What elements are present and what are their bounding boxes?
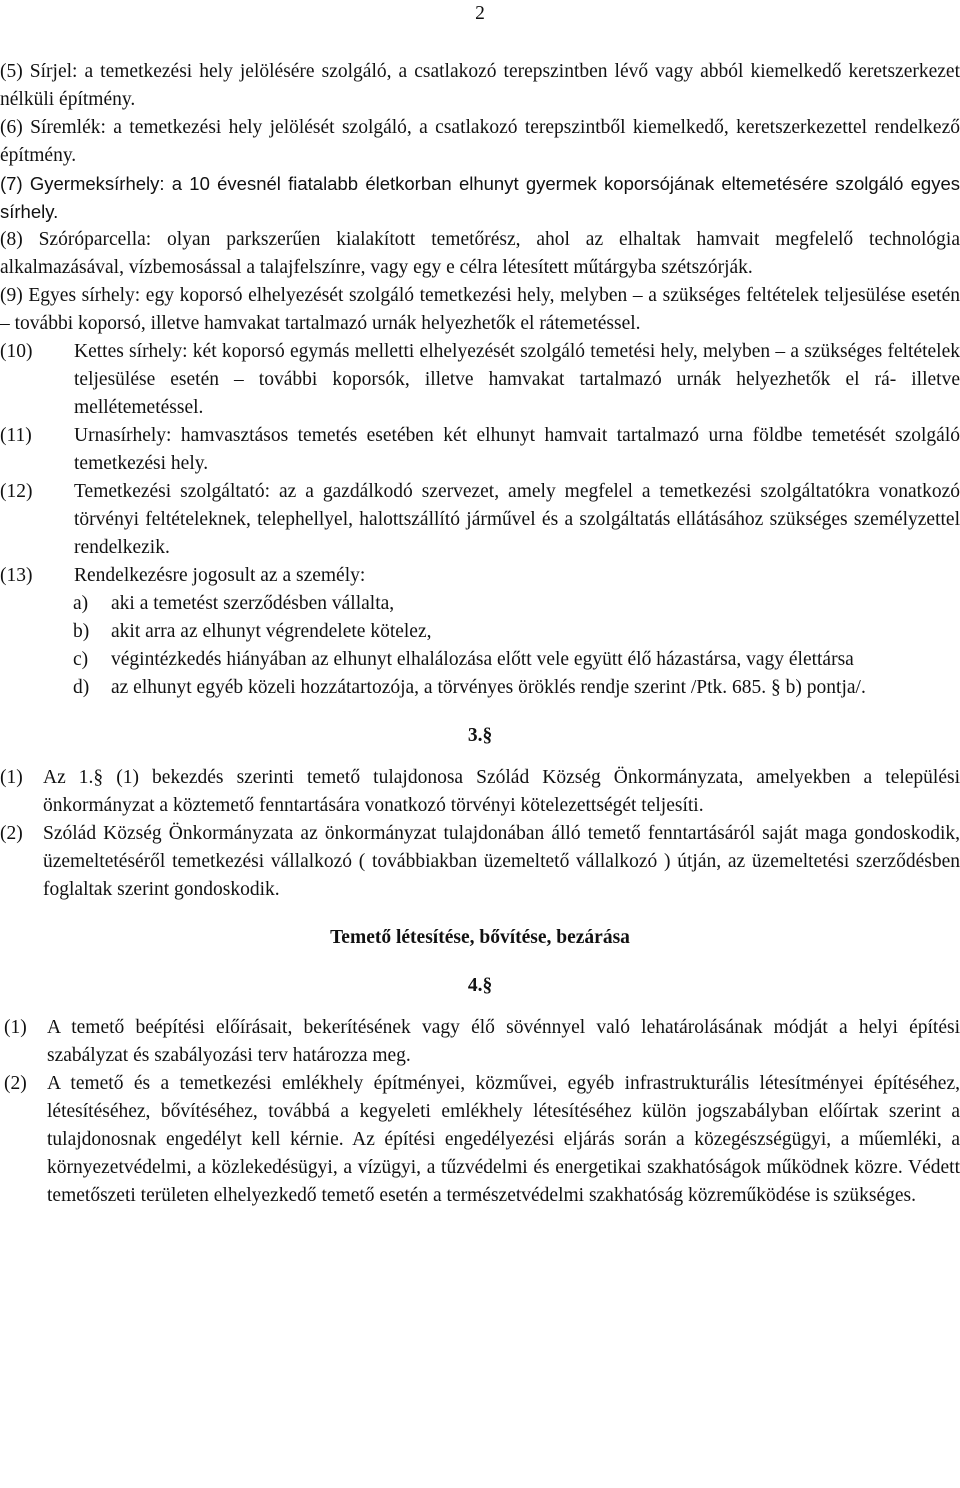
definition-11 <box>0 422 960 478</box>
paragraph-text: Rendelkezésre jogosult az a személy: <box>74 565 366 586</box>
section-4-item-1 <box>0 1014 960 1070</box>
definition-12 <box>0 478 960 562</box>
paragraph-number: (12) <box>0 481 33 502</box>
list-text: akit arra az elhunyt végrendelete kötelez, <box>111 621 432 642</box>
paragraph-number: (11) <box>0 425 32 446</box>
paragraph-text: Az 1.§ (1) bekezdés szerinti temető tulajdonosa Szólád Község Önkormányzata, amelyekben a települési önkormányzat a köztemető fenntartására vonatkozó törvényi kötelezettségét teljesíti. <box>43 767 960 816</box>
paragraph-number: (13) <box>0 565 33 586</box>
document-body <box>0 58 960 1210</box>
definition-13 <box>0 562 960 590</box>
section-4-heading: 4.§ <box>467 975 493 996</box>
paragraph-text: Temetkezési szolgáltató: az a gazdálkodó szervezet, amely megfelel a temetkezési szolgáltatókra vonatkozó törvényi feltételeknek, telephellyel, halottszállító járművel és a szolgáltatás ellátásához szükséges személyzettel rendelkezik. <box>74 481 960 558</box>
list-item <box>37 618 960 646</box>
page-number: 2 <box>475 3 485 24</box>
section-3-item-2 <box>0 820 960 904</box>
section-4-item-2 <box>0 1070 960 1210</box>
paragraph-number: (10) <box>0 341 33 362</box>
paragraph-number: (2) <box>4 1073 27 1094</box>
definition-9: (9) Egyes sírhely: egy koporsó elhelyezését szolgáló temetkezési hely, melyben – a szükséges feltételek teljesülése esetén – további koporsó, illetve hamvakat tartalmazó urnák helyezhetők el rátemetéssel. <box>0 285 960 334</box>
list-item <box>37 590 960 618</box>
section-4-title: Temető létesítése, bővítése, bezárása <box>330 927 630 948</box>
definition-6: (6) Síremlék: a temetkezési hely jelölését szolgáló, a csatlakozó terepszintből kiemelkedő, keretszerkezettel rendelkező építmény. <box>0 117 960 166</box>
paragraph-text: Szólád Község Önkormányzata az önkormányzat tulajdonában álló temető fenntartásáról saját maga gondoskodik, üzemeltetéséről temetkezési vállalkozó ( továbbiakban üzemeltető vállalkozó ) útján, az üzemeltetési szerződésben foglaltak szerint gondoskodik. <box>43 823 960 900</box>
definition-5: (5) Sírjel: a temetkezési hely jelölésére szolgáló, a csatlakozó terepszintben lévő vagy abból kiemelkedő keretszerkezet nélküli építmény. <box>0 61 960 110</box>
list-text: aki a temetést szerződésben vállalta, <box>111 593 395 614</box>
section-3-item-1 <box>0 764 960 820</box>
definition-8: (8) Szóróparcella: olyan parkszerűen kialakított temetőrész, ahol az elhaltak hamvait megfelelő technológia alkalmazásával, vízbemosással a talajfelszínre, vagy egy e célra létesített műtárgyba szétszórják. <box>0 229 960 278</box>
section-3-heading: 3.§ <box>467 725 493 746</box>
list-item <box>37 646 960 674</box>
list-letter: c) <box>73 649 89 670</box>
paragraph-text: Urnasírhely: hamvasztásos temetés esetében két elhunyt hamvait tartalmazó urna földbe temetését szolgáló temetkezési hely. <box>74 425 960 474</box>
list-letter: a) <box>73 593 89 614</box>
list-letter: b) <box>73 621 90 642</box>
list-item <box>37 674 960 702</box>
paragraph-text: Kettes sírhely: két koporsó egymás melletti elhelyezését szolgáló temetési hely, melyben – a szükséges feltételek teljesülése esetén – további koporsók, illetve hamvakat tartalmazó urnák helyezhetők el rá- illetve mellétemetéssel. <box>74 341 960 418</box>
paragraph-number: (1) <box>4 1017 27 1038</box>
paragraph-text: A temető és a temetkezési emlékhely építményei, közművei, egyéb infrastrukturális létesítményei építéséhez, létesítéséhez, bővítéséhez, továbbá a kegyeleti emlékhely létesítéséhez külön jogszabályban előírtak szerint a tulajdonosnak engedélyt kell kérnie. Az építési engedélyezési eljárás során a közegészségügyi, a műemléki, a környezetvédelmi, a közlekedésügyi, a vízügyi, a tűzvédelmi és energetikai szakhatóságok működnek közre. Védett temetőszeti területen elhelyezkedő temető esetén a természetvédelmi szakhatóság közreműködése is szükséges. <box>47 1073 960 1206</box>
list-text: az elhunyt egyéb közeli hozzátartozója, a törvényes öröklés rendje szerint /Ptk. 685. § b) pontja/. <box>111 677 866 698</box>
definition-10 <box>0 338 960 422</box>
paragraph-text: A temető beépítési előírásait, bekerítésének vagy élő sövénnyel való lehatárolásának módját a helyi építési szabályzat és szabályozási terv határozza meg. <box>47 1017 960 1066</box>
paragraph-number: (2) <box>0 823 23 844</box>
entitled-persons-list <box>37 590 960 702</box>
list-letter: d) <box>73 677 90 698</box>
definition-7: (7) Gyermeksírhely: a 10 évesnél fiatalabb életkorban elhunyt gyermek koporsójának eltemetésére szolgáló egyes sírhely. <box>0 173 960 222</box>
list-text: végintézkedés hiányában az elhunyt elhalálozása előtt vele együtt élő házastársa, vagy élettársa <box>111 649 854 670</box>
paragraph-number: (1) <box>0 767 23 788</box>
